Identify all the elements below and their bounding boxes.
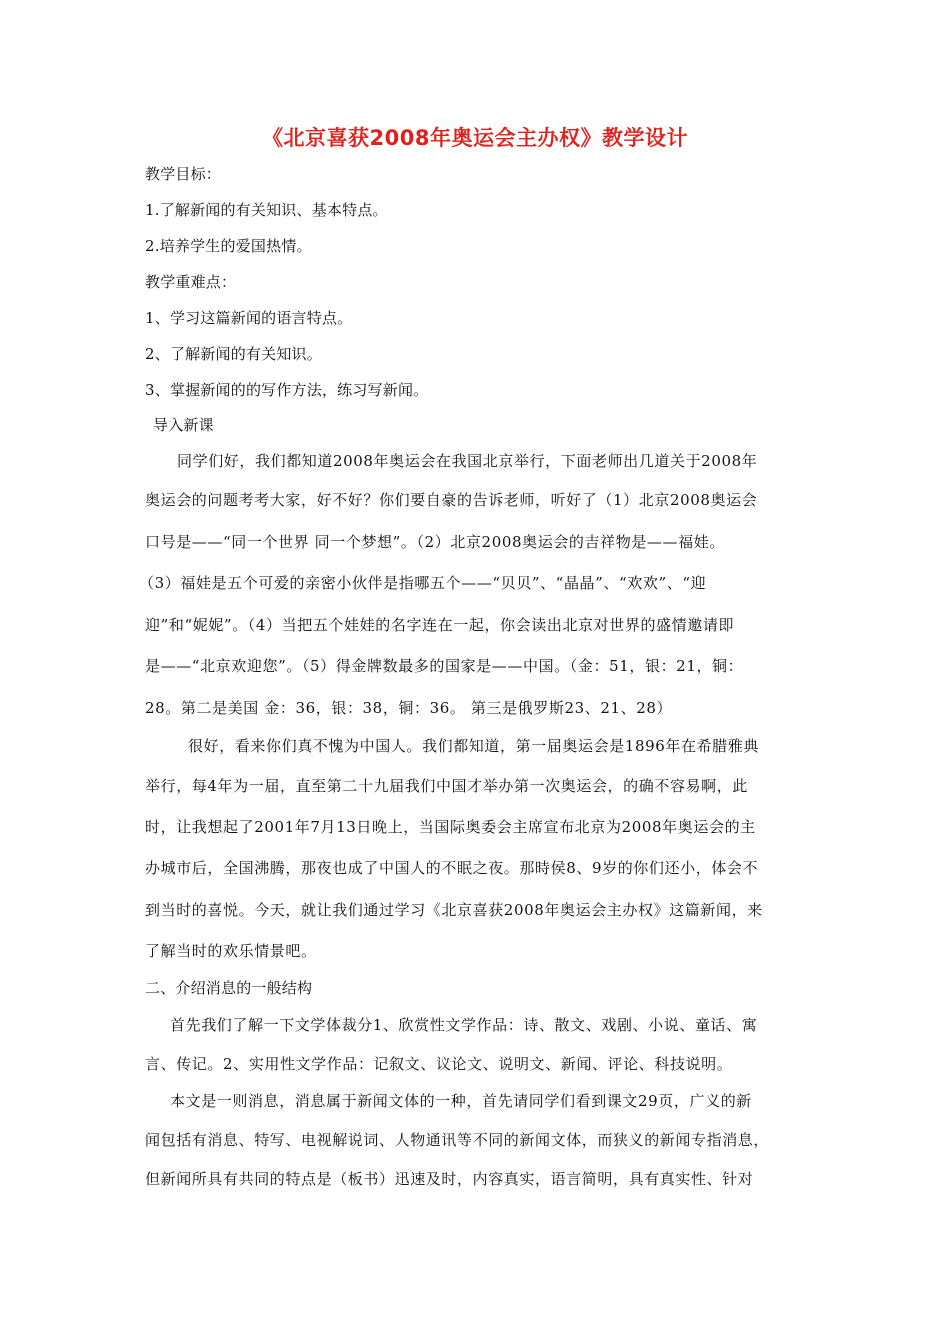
key-points-heading: 教学重难点： bbox=[145, 273, 237, 291]
goals-heading: 教学目标： bbox=[145, 165, 222, 183]
section-two-paragraph-line: 首先我们了解一下文学体裁分1、欣赏性文学作品：诗、散文、戏剧、小说、童话、寓 bbox=[170, 1016, 758, 1034]
document-title: 《北京喜获2008年奥运会主办权》教学设计 bbox=[262, 126, 688, 150]
intro-paragraph-line: 是——“北京欢迎您”。（5）得金牌数最多的国家是——中国。（金：51，银：21，铜： bbox=[145, 657, 744, 675]
second-paragraph-line: 举行，每4年为一届，直至第二十九届我们中国才举办第一次奥运会，的确不容易啊，此 bbox=[145, 777, 748, 795]
key-point-item-3: 3、掌握新闻的的写作方法，练习写新闻。 bbox=[145, 381, 429, 399]
intro-heading: 导入新课 bbox=[153, 416, 214, 434]
second-paragraph-line: 时，让我想起了2001年7月13日晚上，当国际奥委会主席宣布北京为2008年奥运会的主 bbox=[145, 818, 756, 836]
goal-item-2: 2.培养学生的爱国热情。 bbox=[145, 237, 312, 255]
key-point-item-2: 2、了解新闻的有关知识。 bbox=[145, 345, 322, 363]
second-paragraph-line: 到当时的喜悦。今天，就让我们通过学习《北京喜获2008年奥运会主办权》这篇新闻，来 bbox=[145, 901, 763, 919]
goal-item-1: 1.了解新闻的有关知识、基本特点。 bbox=[145, 201, 388, 219]
second-paragraph-line: 办城市后，全国沸腾，那夜也成了中国人的不眠之夜。那時侯8、9岁的你们还小，体会不 bbox=[145, 859, 759, 877]
section-three-paragraph-line: 闻包括有消息、特写、电视解说词、人物通讯等不同的新闻文体，而狭义的新闻专指消息， bbox=[145, 1131, 770, 1149]
section-three-paragraph-line: 本文是一则消息，消息属于新闻文体的一种，首先请同学们看到课文29页，广义的新 bbox=[170, 1092, 752, 1110]
intro-paragraph-line: 同学们好，我们都知道2008年奥运会在我国北京举行，下面老师出几道关于2008年 bbox=[177, 452, 758, 470]
intro-paragraph-line: 奥运会的问题考考大家，好不好？你们要自豪的告诉老师，听好了（1）北京2008奥运会 bbox=[145, 491, 758, 509]
key-point-item-1: 1、学习这篇新闻的语言特点。 bbox=[145, 309, 353, 327]
intro-paragraph-line: （3）福娃是五个可爱的亲密小伙伴是指哪五个——“贝贝”、“晶晶”、“欢欢”、“迎 bbox=[139, 574, 707, 592]
intro-paragraph-line: 迎”和“妮妮”。（4）当把五个娃娃的名字连在一起，你会读出北京对世界的盛情邀请即 bbox=[145, 616, 735, 634]
section-three-paragraph-line: 但新闻所具有共同的特点是（板书）迅速及时，内容真实，语言简明，具有真实性、针对 bbox=[145, 1170, 754, 1188]
second-paragraph-line: 了解当时的欢乐情景吧。 bbox=[145, 942, 317, 960]
section-two-paragraph-line: 言、传记。2、实用性文学作品：记叙文、议论文、说明文、新闻、评论、科技说明。 bbox=[145, 1055, 733, 1073]
section-two-heading: 二、介绍消息的一般结构 bbox=[145, 979, 313, 997]
intro-paragraph-line: 28。第二是美国 金：36，银：38，铜：36。 第三是俄罗斯23、21、28） bbox=[145, 699, 673, 717]
second-paragraph-line: 很好，看来你们真不愧为中国人。我们都知道，第一届奥运会是1896年在希腊雅典 bbox=[188, 737, 759, 755]
intro-paragraph-line: 口号是——“同一个世界 同一个梦想”。（2）北京2008奥运会的吉祥物是——福娃。 bbox=[145, 533, 725, 551]
